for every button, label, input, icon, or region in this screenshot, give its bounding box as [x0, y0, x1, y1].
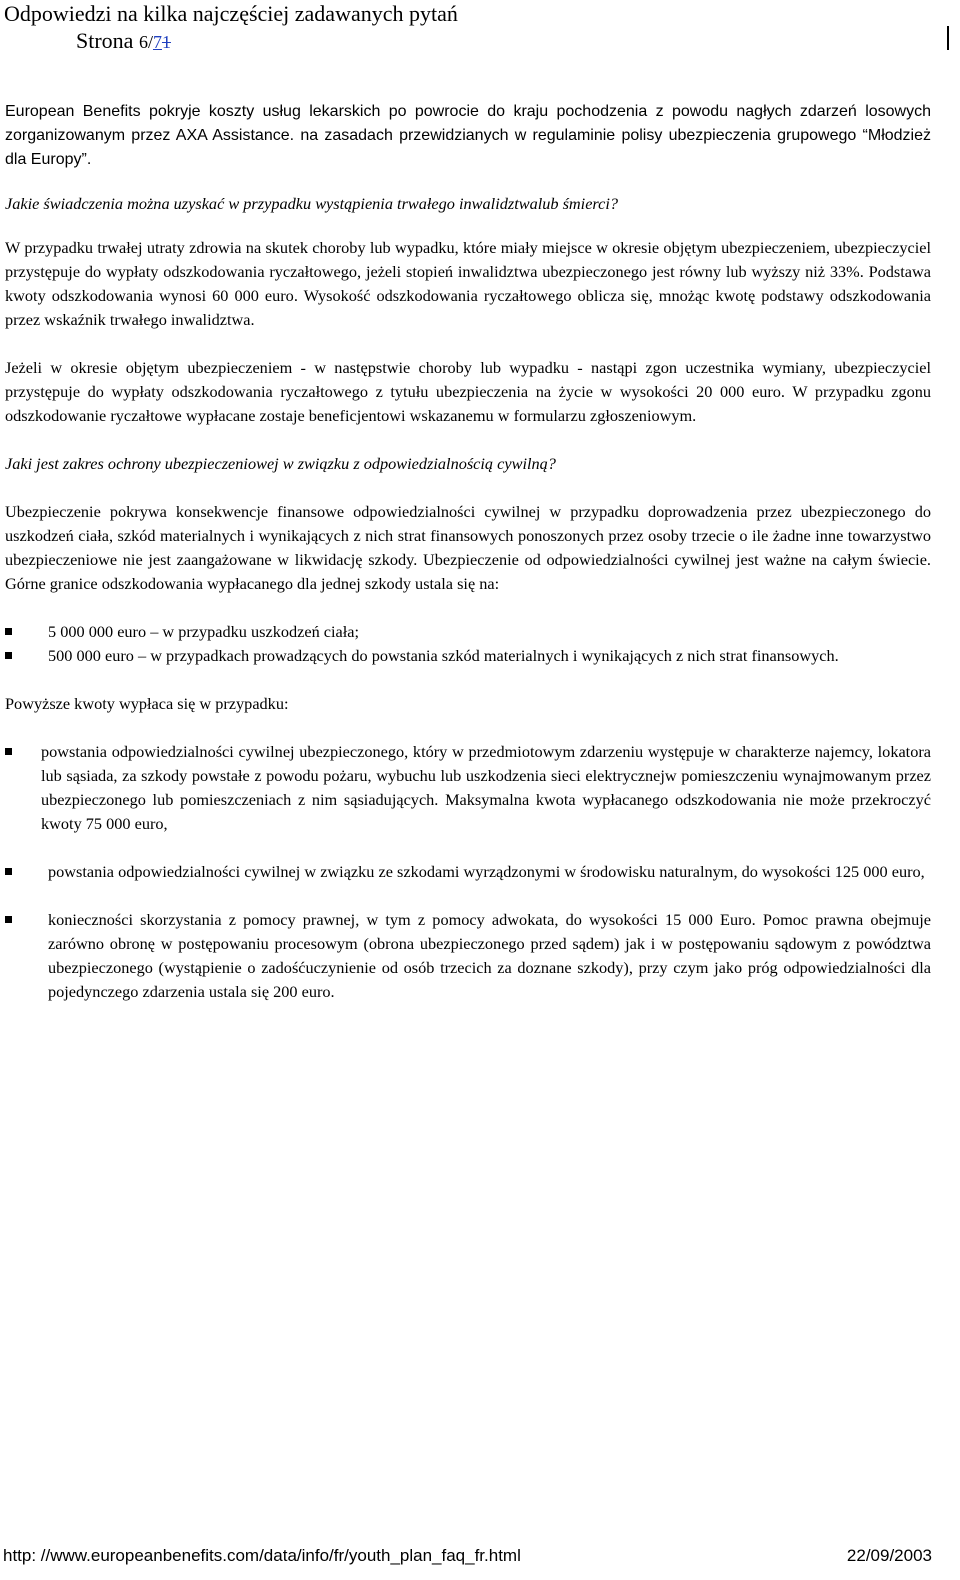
list-item — [5, 908, 931, 1004]
square-bullet-icon — [5, 628, 12, 635]
document-body — [5, 100, 931, 1004]
list-item-text: konieczności skorzystania z pomocy prawnej, w tym z pomocy adwokata, do wysokości 15 000 Euro. Pomoc prawna obejmuje zarówno obronę w postępowaniu procesowym (obrona ubezpieczonego przed sądem) jak i w postępowaniu sądowym z powództwa ubezpieczonego (wystąpienie o zadośćuczynienie od osób trzecich za doznane szkody), przy czym jako próg odpowiedzialności dla pojedynczego zdarzenia ustala się 200 euro. — [48, 910, 931, 1001]
square-bullet-icon — [5, 916, 12, 923]
list-item — [5, 740, 931, 836]
paragraph-medical-costs: European Benefits pokryje koszty usług lekarskich po powrocie do kraju pochodzenia z powodu nagłych zdarzeń losowych zorganizowanym przez AXA Assistance. na zasadach przewidzianych w regulaminie polisy ubezpieczenia grupowego “Młodzież dla Europy”. — [5, 103, 931, 168]
question-disability-death: Jakie świadczenia można uzyskać w przypadku wystąpienia trwałego inwalidztwalub śmierci? — [5, 194, 619, 213]
square-bullet-icon — [5, 652, 12, 659]
cases-list-3 — [5, 908, 931, 1004]
question-civil-liability: Jaki jest zakres ochrony ubezpieczeniowej w związku z odpowiedzialnością cywilną? — [5, 454, 556, 473]
cases-list-1 — [5, 740, 931, 836]
page-number-total-revised: 7 — [152, 32, 162, 52]
page-title: Odpowiedzi na kilka najczęściej zadawanych pytań — [4, 1, 458, 26]
limits-list — [5, 620, 931, 668]
page-number-prefix: Strona — [76, 28, 139, 53]
list-item-text: powstania odpowiedzialności cywilnej w związku ze szkodami wyrządzonymi w środowisku naturalnym, do wysokości 125 000 euro, — [48, 862, 925, 881]
footer-url: http: //www.europeanbenefits.com/data/info/fr/youth_plan_faq_fr.html — [3, 1546, 521, 1565]
list-item — [5, 860, 931, 884]
square-bullet-icon — [5, 868, 12, 875]
list-item — [5, 620, 931, 644]
revision-change-bar — [947, 26, 949, 50]
paragraph-civil-liability: Ubezpieczenie pokrywa konsekwencje finansowe odpowiedzialności cywilnej w przypadku doprowadzenia przez ubezpieczonego do uszkodzeń ciała, szkód materialnych i wynikających z nich strat finansowych ponoszonych przez osoby trzecie o ile żadne inne towarzystwo ubezpieczeniowe nie jest zaangażowane w likwidację szkody. Ubezpieczenie od odpowiedzialności cywilnej jest ważne na całym świecie. Górne granice odszkodowania wypłacanego dla jednej szkody ustala się na: — [5, 502, 931, 593]
paragraph-death: Jeżeli w okresie objętym ubezpieczeniem - w następstwie choroby lub wypadku - nastąpi zgon uczestnika wymiany, ubezpieczyciel przystępuje do wypłaty odszkodowania ryczałtowego z tytułu ubezpieczenia na życie w wysokości 20 000 euro. W przypadku zgonu odszkodowanie ryczałtowe wypłacane zostaje beneficjentowi wskazanemu w formularzu zgłoszeniowym. — [5, 358, 931, 425]
footer-date: 22/09/2003 — [846, 1546, 932, 1565]
paragraph-amounts-intro: Powyższe kwoty wypłaca się w przypadku: — [5, 694, 289, 713]
list-item — [5, 644, 931, 668]
page-number-current: 6/ — [138, 32, 153, 52]
cases-list-2 — [5, 860, 931, 884]
list-item-text: 500 000 euro – w przypadkach prowadzących do powstania szkód materialnych i wynikających z nich strat finansowych. — [48, 646, 839, 665]
page-number-total-deleted: 1 — [161, 32, 171, 52]
list-item-text: 5 000 000 euro – w przypadku uszkodzeń ciała; — [48, 622, 360, 641]
page-number — [76, 27, 171, 56]
list-item-text: powstania odpowiedzialności cywilnej ubezpieczonego, który w przedmiotowym zdarzeniu występuje w charakterze najemcy, lokatora lub sąsiada, za szkody powstałe z powodu pożaru, wybuchu lub uszkodzenia sieci elektrycznejw pomieszczeniu wynajmowanym przez ubezpieczonego lub pomieszczeniach z nim sąsiadujących. Maksymalna kwota wypłacanego odszkodowania nie może przekroczyć kwoty 75 000 euro, — [41, 742, 931, 833]
square-bullet-icon — [5, 748, 12, 755]
paragraph-disability: W przypadku trwałej utraty zdrowia na skutek choroby lub wypadku, które miały miejsce w okresie objętym ubezpieczeniem, ubezpieczyciel przystępuje do wypłaty odszkodowania ryczałtowego, jeżeli stopień inwalidztwa ubezpieczonego jest równy lub wyższy niż 33%. Podstawa kwoty odszkodowania wynosi 60 000 euro. Wysokość odszkodowania ryczałtowego oblicza się, mnożąc kwotę podstawy odszkodowania przez wskaźnik trwałego inwalidztwa. — [5, 238, 931, 329]
